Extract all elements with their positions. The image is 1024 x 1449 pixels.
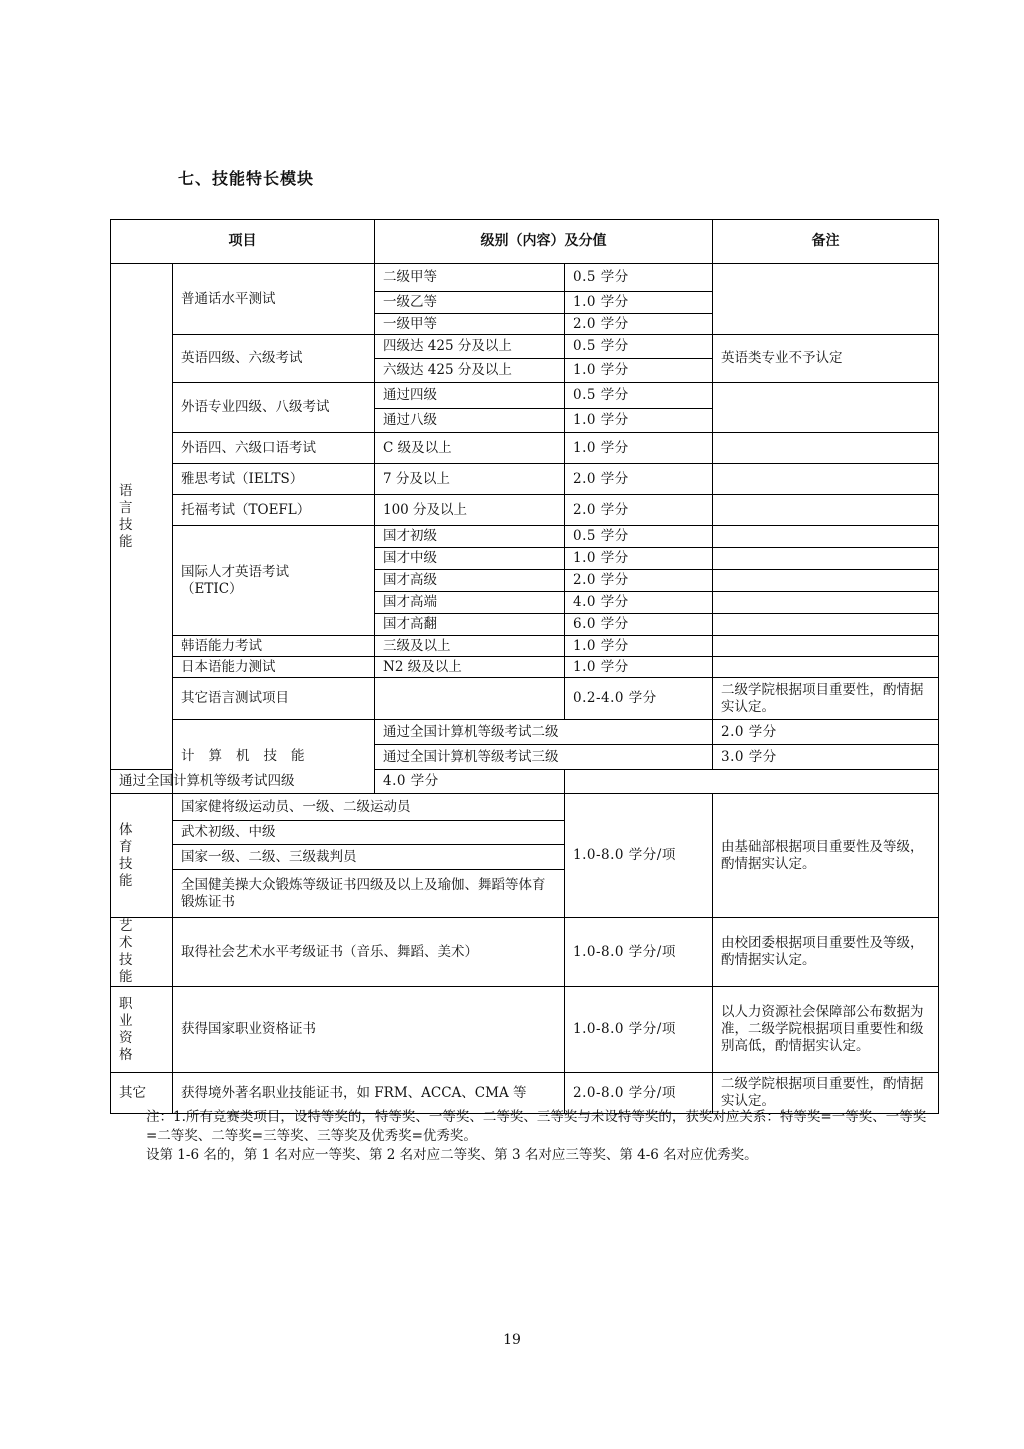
credit-cell: 1.0 学分 — [565, 292, 713, 314]
section-title: 七、技能特长模块 — [178, 169, 315, 188]
credit-cell: 2.0 学分 — [565, 314, 713, 335]
credit-cell: 1.0 学分 — [565, 409, 713, 433]
table-row — [111, 770, 939, 794]
credit-cell: 1.0-8.0 学分/项 — [565, 794, 713, 918]
credit-cell: 6.0 学分 — [565, 614, 713, 636]
table-row — [111, 794, 939, 821]
remark-cell — [713, 592, 939, 614]
remark-cell — [713, 464, 939, 495]
level-cell: 7 分及以上 — [375, 464, 565, 495]
item-ncre-4: 通过全国计算机等级考试四级 — [111, 770, 375, 794]
level-cell: 四级达 425 分及以上 — [375, 335, 565, 359]
item-etic — [173, 526, 375, 636]
credit-cell: 1.0-8.0 学分/项 — [565, 987, 713, 1073]
item-etic-name: 国际人才英语考试 — [181, 563, 289, 580]
remark-cell: 由校团委根据项目重要性及等级，酌情据实认定。 — [713, 918, 939, 987]
remark-cell — [713, 657, 939, 678]
credit-cell: 1.0 学分 — [565, 657, 713, 678]
level-cell: 三级及以上 — [375, 636, 565, 657]
category-other: 其它 — [111, 1073, 173, 1114]
page-number: 19 — [503, 1332, 521, 1348]
level-cell: 国才初级 — [375, 526, 565, 548]
footnote-line-2: 设第 1-6 名的，第 1 名对应一等奖、第 2 名对应二等奖、第 3 名对应三等奖、第 4-6 名对应优秀奖。 — [146, 1147, 758, 1163]
item-ncre-3: 通过全国计算机等级考试三级 — [375, 745, 713, 770]
remark-cell — [713, 636, 939, 657]
table-row — [111, 464, 939, 495]
level-cell: 国才高翻 — [375, 614, 565, 636]
credit-cell: 2.0-8.0 学分/项 — [565, 1073, 713, 1114]
table-row — [111, 335, 939, 359]
item-aerobics: 全国健美操大众锻炼等级证书四级及以上及瑜伽、舞蹈等体育锻炼证书 — [173, 870, 565, 918]
credit-cell: 1.0 学分 — [565, 636, 713, 657]
remark-cell: 英语类专业不予认定 — [713, 335, 939, 383]
item-overseas-cert: 获得境外著名职业技能证书，如 FRM、ACCA、CMA 等 — [173, 1073, 565, 1114]
level-cell: 通过八级 — [375, 409, 565, 433]
level-cell: 一级乙等 — [375, 292, 565, 314]
remark-cell — [713, 264, 939, 335]
footnote — [146, 1108, 936, 1165]
item-ielts: 雅思考试（IELTS） — [173, 464, 375, 495]
remark-cell: 二级学院根据项目重要性，酌情据实认定。 — [713, 678, 939, 720]
table-row — [111, 987, 939, 1073]
table-row — [111, 433, 939, 464]
credit-cell: 0.5 学分 — [565, 383, 713, 409]
level-cell: C 级及以上 — [375, 433, 565, 464]
credit-cell: 1.0 学分 — [565, 359, 713, 383]
header-level: 级别（内容）及分值 — [375, 220, 713, 264]
credit-cell: 2.0 学分 — [565, 570, 713, 592]
level-cell: 国才中级 — [375, 548, 565, 570]
remark-cell — [713, 433, 939, 464]
credit-cell: 1.0 学分 — [565, 548, 713, 570]
item-japanese: 日本语能力测试 — [173, 657, 375, 678]
remark-cell — [713, 614, 939, 636]
item-toefl: 托福考试（TOEFL） — [173, 495, 375, 526]
level-cell: 国才高级 — [375, 570, 565, 592]
credit-cell: 2.0 学分 — [565, 495, 713, 526]
credit-cell: 4.0 学分 — [375, 770, 565, 794]
level-cell: 国才高端 — [375, 592, 565, 614]
item-wushu: 武术初级、中级 — [173, 821, 565, 845]
table-row — [111, 678, 939, 720]
credit-cell: 3.0 学分 — [713, 745, 939, 770]
credit-cell: 2.0 学分 — [713, 720, 939, 745]
item-ncre-2: 通过全国计算机等级考试二级 — [375, 720, 713, 745]
item-korean: 韩语能力考试 — [173, 636, 375, 657]
level-cell: 六级达 425 分及以上 — [375, 359, 565, 383]
item-mandarin: 普通话水平测试 — [173, 264, 375, 335]
remark-cell — [713, 526, 939, 548]
credit-cell: 0.2-4.0 学分 — [565, 678, 713, 720]
category-language: 语言技能 — [111, 264, 173, 770]
item-athlete: 国家健将级运动员、一级、二级运动员 — [173, 794, 565, 821]
table-row — [111, 918, 939, 987]
item-etic-sub: （ETIC） — [181, 580, 243, 597]
item-oral: 外语四、六级口语考试 — [173, 433, 375, 464]
credit-cell: 0.5 学分 — [565, 335, 713, 359]
level-cell — [375, 678, 565, 720]
item-cet: 英语四级、六级考试 — [173, 335, 375, 383]
table-row — [111, 657, 939, 678]
table-row — [111, 526, 939, 548]
level-cell: 二级甲等 — [375, 264, 565, 292]
remark-cell: 以人力资源社会保障部公布数据为准，二级学院根据项目重要性和级别高低，酌情据实认定。 — [713, 987, 939, 1073]
header-item: 项目 — [111, 220, 375, 264]
category-art: 艺术技能 — [111, 918, 173, 987]
item-tem: 外语专业四级、八级考试 — [173, 383, 375, 433]
table-row — [111, 383, 939, 409]
level-cell: 通过四级 — [375, 383, 565, 409]
credit-cell: 0.5 学分 — [565, 264, 713, 292]
level-cell: 100 分及以上 — [375, 495, 565, 526]
remark-cell — [713, 383, 939, 433]
credit-cell: 0.5 学分 — [565, 526, 713, 548]
item-vocational-cert: 获得国家职业资格证书 — [173, 987, 565, 1073]
credit-cell: 1.0-8.0 学分/项 — [565, 918, 713, 987]
credit-cell: 4.0 学分 — [565, 592, 713, 614]
table-row — [111, 495, 939, 526]
skills-credit-table — [110, 219, 939, 1114]
item-other-language: 其它语言测试项目 — [173, 678, 375, 720]
table-row — [111, 720, 939, 745]
remark-cell: 由基础部根据项目重要性及等级，酌情据实认定。 — [713, 794, 939, 918]
category-sports: 体育技能 — [111, 794, 173, 918]
credit-cell: 1.0 学分 — [565, 433, 713, 464]
remark-cell — [713, 570, 939, 592]
category-computer: 计算机技能 — [173, 720, 375, 794]
table-header-row — [111, 220, 939, 264]
header-remark: 备注 — [713, 220, 939, 264]
item-referee: 国家一级、二级、三级裁判员 — [173, 845, 565, 870]
level-cell: 一级甲等 — [375, 314, 565, 335]
level-cell: N2 级及以上 — [375, 657, 565, 678]
table-row — [111, 636, 939, 657]
table-row — [111, 264, 939, 292]
footnote-line-1: 注：1.所有竞赛类项目，设特等奖的，特等奖、一等奖、二等奖、三等奖与未设特等奖的，获奖对应关系：特等奖=一等奖、一等奖=二等奖、二等奖=三等奖、三等奖及优秀奖=优秀奖。 — [146, 1109, 927, 1144]
remark-cell — [713, 548, 939, 570]
item-art-cert: 取得社会艺术水平考级证书（音乐、舞蹈、美术） — [173, 918, 565, 987]
remark-cell — [713, 495, 939, 526]
remark-cell: 二级学院根据项目重要性，酌情据实认定。 — [713, 1073, 939, 1114]
category-vocational: 职业资格 — [111, 987, 173, 1073]
credit-cell: 2.0 学分 — [565, 464, 713, 495]
